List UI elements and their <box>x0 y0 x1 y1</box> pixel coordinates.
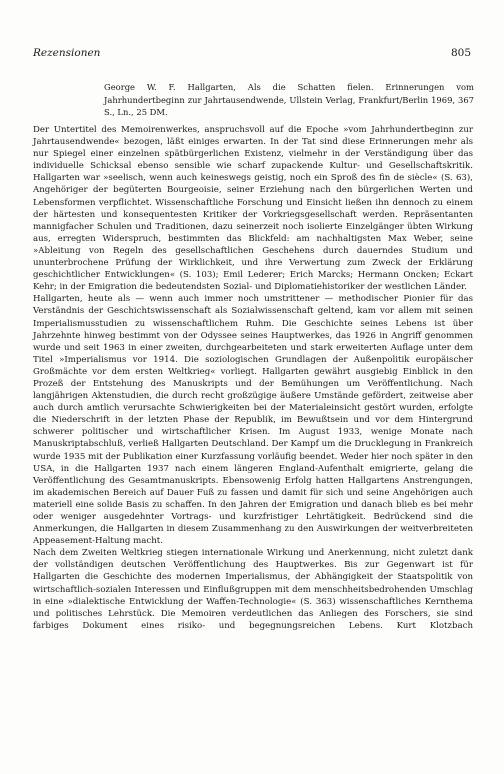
section-title: Rezensionen <box>33 47 101 59</box>
running-header <box>33 47 471 63</box>
review-paragraph-1: Der Untertitel des Memoirenwerkes, anspruchsvoll auf die Epoche »vom Jahrhundertbeginn zur Jahrtausendwende« bezogen, läßt einiges erwarten. In der Tat sind diese Erinnerungen mehr als nur Spiegel einer einzelnen spätbürgerlichen Existenz, vielmehr in der Verständigung über das individuelle Schicksal ebenso sensible wie scharf zupackende Kultur- und Gesellschaftskritik. Hallgarten war »seelisch, wenn auch keineswegs geistig, noch ein Sproß des fin de siècle« (S. 63), Angehöriger der begüterten Bourgeoisie, seiner Erziehung nach den bürgerlichen Werten und Lebensformen verpflichtet. Wissenschaftliche Forschung und Einsicht ließen ihn dennoch zu einem der härtesten und konsequentesten Kritiker der Vorkriegsgesellschaft werden. Repräsentanten mannigfacher Schulen und Traditionen, dazu seinerzeit noch isolierte Einzelgänger übten Wirkung aus, erregten Widerspruch, bestimmten das Blickfeld: am nachhaltigsten Max Weber, seine »Ableitung von Regeln des gesellschaftlichen Geschehens durch dauerndes Studium und ununterbrochene Prüfung der Wirklichkeit, und ihre Verwertung zum Zweck der Erklärung geschichtlicher Entwicklungen« (S. 103); Emil Lederer; Erich Marcks; Hermann Oncken; Eckart Kehr; in der Emigration die bedeutendsten Sozial- und Diplomatiehistoriker der westlichen Länder. <box>33 125 473 293</box>
review-paragraph-3-text: Nach dem Zweiten Weltkrieg stiegen internationale Wirkung und Anerkennung, nicht zuletzt dank der vollständigen deutschen Veröffentlichung des Hauptwerkes. Bis zur Gegenwart ist für Hallgarten die Geschichte des modernen Imperialismus, der Abhängigkeit der Staatspolitik von wirtschaftlich-sozialen Interessen und Einflußgruppen mit dem menschheitsbedrohenden Umschlag in eine »dialektische Entwicklung der Waffen-Technologie« (S. 363) wissenschaftliches Kernthema und politisches Lehrstück. Die Memoiren verdeutlichen das Anliegen des Forschers, sie sind farbiges Dokument eines risiko- und begegnungsreichen Lebens. <box>33 548 473 631</box>
review-paragraph-2: Hallgarten, heute als — wenn auch immer noch umstrittener — methodischer Pionier für das Verständnis der Geschichtswissenschaft als Sozialwissenschaft geltend, kam vor allem mit seinen Imperialismusstudien zu wissenschaftlichem Ruhm. Die Geschichte seines Lebens ist über Jahrzehnte hinweg bestimmt von der Odyssee seines Hauptwerkes, das 1926 in Angriff genommen wurde und seit 1963 in einer zweiten, durchgearbeiteten und stark erweiterten Auflage unter dem Titel »Imperialismus vor 1914. Die soziologischen Grundlagen der Außenpolitik europäischer Großmächte vor dem ersten Weltkrieg« vorliegt. Hallgarten gewährt ausgiebig Einblick in den Prozeß der Entstehung des Manuskripts und der Bemühungen um Veröffentlichung. Nach langjährigen Aktenstudien, die durch recht großzügige äußere Umstände gefördert, zeitweise aber auch durch amtlich verursachte Schwierigkeiten bei der Materialeinsicht gestört wurden, erfolgte die Niederschrift in der letzten Phase der Republik, im Bewußtsein und vor dem Hintergrund schwerer politischer und wirtschaftlicher Krisen. Im August 1933, wenige Monate nach Manuskriptabschluß, verließ Hallgarten Deutschland. Der Kampf um die Drucklegung in Frankreich wurde 1935 mit der Publikation einer Kurzfassung vorläufig beendet. Weder hier noch später in den USA, in die Hallgarten 1937 nach einem längeren England-Aufenthalt emigrierte, gelang die Veröffentlichung des Gesamtmanuskripts. Ebensowenig Erfolg hatten Hallgartens Anstrengungen, im akademischen Bereich auf Dauer Fuß zu fassen und damit für sich und seine Angehörigen auch materiell eine solide Basis zu schaffen. In den Jahren der Emigration und danach blieb es bei mehr oder weniger ausgedehnter Vortrags- und kurzfristiger Lehrtätigkeit. Bedrückend sind die Anmerkungen, die Hallgarten in diesem Zusammenhang zu den Auswirkungen der weitverbreiteten Appeasement-Haltung macht. <box>33 294 473 547</box>
page-number: 805 <box>450 47 471 59</box>
book-citation: George W. F. Hallgarten, Als die Schatten fielen. Erinnerungen vom Jahrhundertbeginn zur Jahrtausendwende, Ullstein Verlag, Frankfurt/Berlin 1969, 367 S., Ln., 25 DM. <box>104 82 474 117</box>
review-body <box>33 124 473 632</box>
review-paragraph-3 <box>33 547 473 632</box>
reviewer-signature: Kurt Klotzbach <box>396 620 474 631</box>
